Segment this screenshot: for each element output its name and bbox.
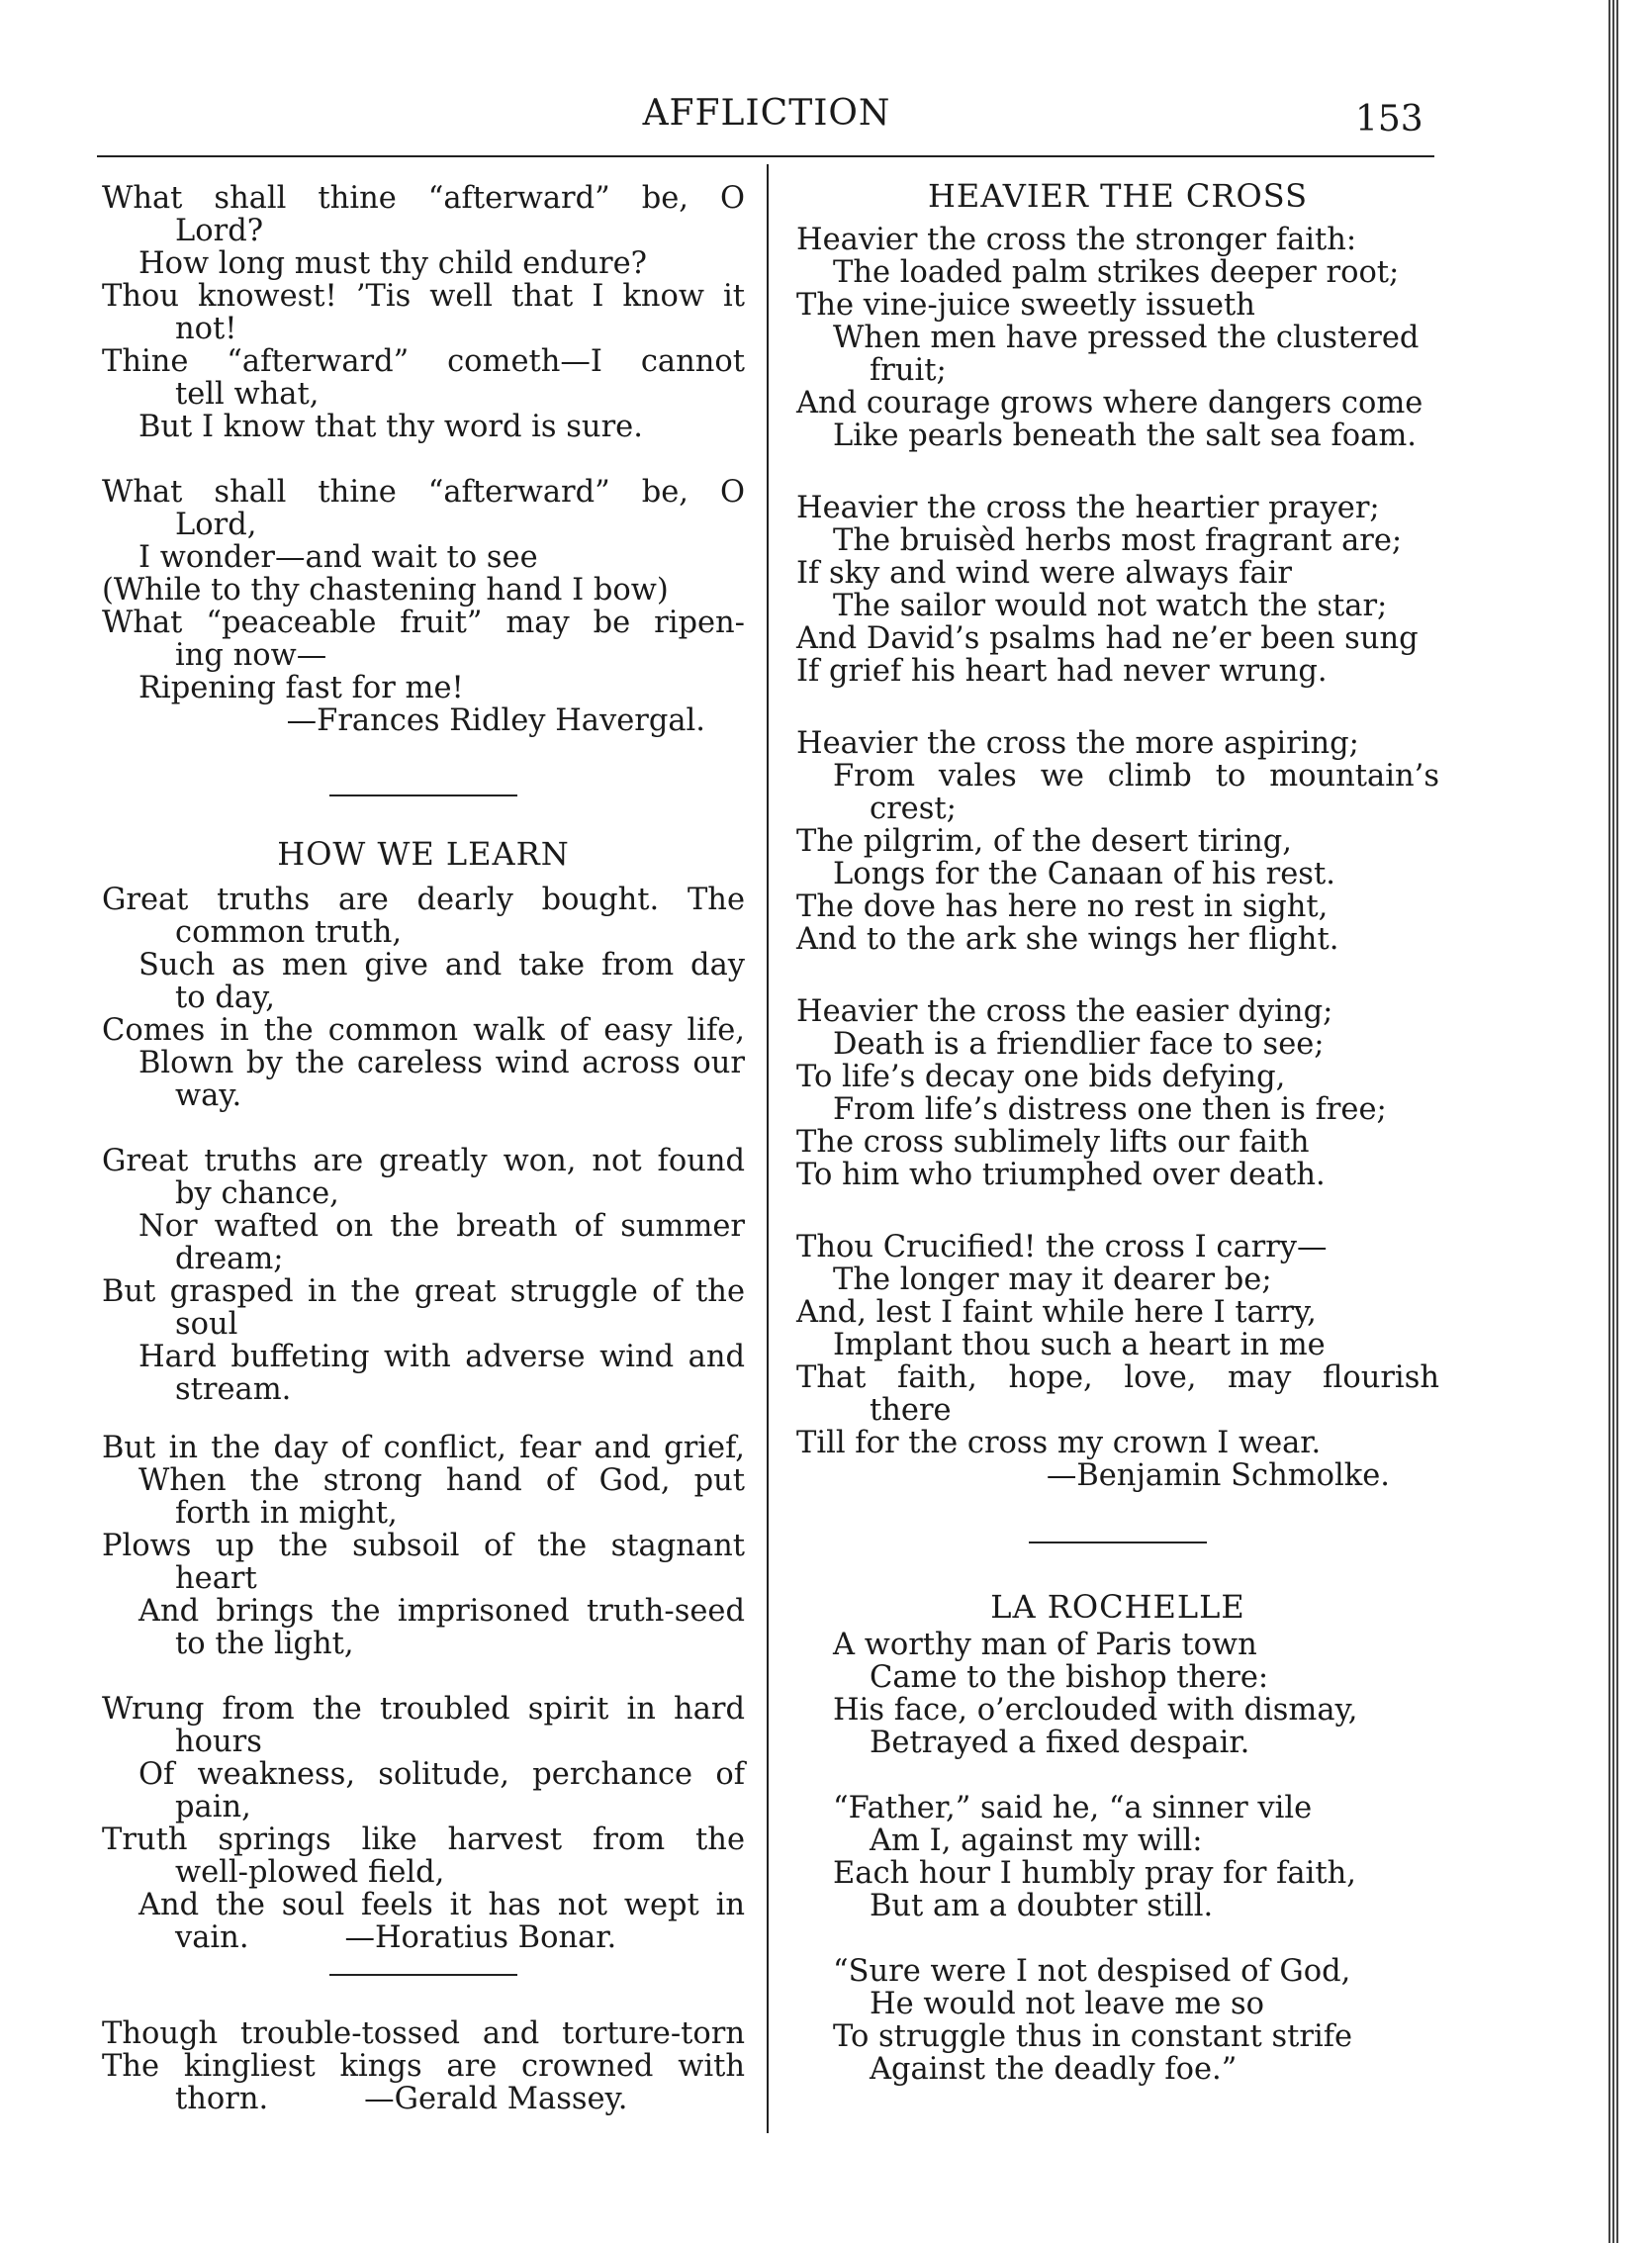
verse-line: Heavier the cross the easier dying; xyxy=(796,994,1333,1029)
verse-line: Thou knowest! ’Tis well that I know it xyxy=(102,279,745,314)
verse-line: But am a doubter still. xyxy=(870,1889,1214,1923)
verse-line: Nor wafted on the breath of summer xyxy=(138,1209,745,1244)
page-title: AFFLICTION xyxy=(642,93,891,134)
verse-line: Came to the bishop there: xyxy=(870,1660,1269,1695)
verse-line: forth in might, xyxy=(175,1496,398,1531)
verse-line: And to the ark she wings her flight. xyxy=(796,922,1339,957)
verse-line: The longer may it dearer be; xyxy=(833,1262,1272,1297)
verse-line: Heavier the cross the more aspiring; xyxy=(796,726,1359,761)
verse-line: The cross sublimely lifts our faith xyxy=(796,1125,1310,1160)
verse-line: Am I, against my will: xyxy=(870,1823,1203,1858)
verse-line: Such as men give and take from day xyxy=(138,948,745,982)
poem-title: HOW WE LEARN xyxy=(277,835,570,873)
verse-line: The bruisèd herbs most fragrant are; xyxy=(833,523,1403,558)
poem-title: LA ROCHELLE xyxy=(990,1588,1245,1626)
header-rule xyxy=(97,155,1434,157)
verse-line: to day, xyxy=(175,981,275,1015)
verse-line: Great truths are greatly won, not found xyxy=(102,1144,745,1178)
poem-attribution: —Frances Ridley Havergal. xyxy=(286,703,705,738)
left-column xyxy=(102,182,745,2115)
verse-line: Like pearls beneath the salt sea foam. xyxy=(833,419,1417,453)
poem-how-we-learn xyxy=(102,834,745,1954)
verse-line: “Sure were I not despised of God, xyxy=(833,1954,1351,1989)
verse-line: Each hour I humbly pray for faith, xyxy=(833,1856,1356,1891)
verse-line: How long must thy child endure? xyxy=(138,246,648,281)
verse-line: hours xyxy=(175,1725,262,1759)
poem-title: HEAVIER THE CROSS xyxy=(927,177,1309,215)
verse-line: The dove has here no rest in sight, xyxy=(796,889,1329,924)
verse-line: Thine “afterward” cometh—I cannot xyxy=(102,344,745,379)
verse-line: Comes in the common walk of easy life, xyxy=(102,1013,745,1048)
poem-heavier-the-cross xyxy=(796,176,1439,1492)
verse-line: If grief his heart had never wrung. xyxy=(796,654,1328,689)
verse-line: Heavier the cross the stronger faith: xyxy=(796,223,1357,257)
verse-line: From vales we climb to mountain’s xyxy=(833,759,1439,794)
poem-attribution: —Benjamin Schmolke. xyxy=(1046,1458,1390,1493)
verse-line: To struggle thus in constant strife xyxy=(833,2019,1353,2054)
poem-afterward xyxy=(102,182,745,737)
verse-line: “Father,” said he, “a sinner vile xyxy=(833,1791,1313,1825)
verse-line: Death is a friendlier face to see; xyxy=(833,1027,1325,1062)
verse-line: A worthy man of Paris town xyxy=(833,1628,1257,1662)
verse-line: When men have pressed the clustered xyxy=(833,321,1420,355)
verse-line: Against the deadly foe.” xyxy=(870,2052,1238,2087)
verse-line: well-plowed field, xyxy=(175,1855,445,1890)
verse-line: Plows up the subsoil of the stagnant xyxy=(102,1529,745,1563)
verse-line: He would not leave me so xyxy=(870,1987,1265,2021)
verse-line: And the soul feels it has not wept in xyxy=(138,1888,745,1922)
verse-line: Lord, xyxy=(175,508,257,542)
page-number: 153 xyxy=(1355,99,1423,140)
verse-line: What shall thine “afterward” be, O xyxy=(102,181,745,216)
verse-line: to the light, xyxy=(175,1627,354,1661)
verse-line: Of weakness, solitude, perchance of xyxy=(138,1757,745,1792)
verse-line: Implant thou such a heart in me xyxy=(833,1328,1326,1362)
verse-line: vain. —Horatius Bonar. xyxy=(175,1920,617,1955)
verse-line: way. xyxy=(175,1078,242,1113)
verse-line: Great truths are dearly bought. The xyxy=(102,883,745,917)
verse-line: And David’s psalms had ne’er been sung xyxy=(796,621,1419,656)
verse-line: The pilgrim, of the desert tiring, xyxy=(796,824,1292,859)
poem-la-rochelle xyxy=(796,1587,1439,2086)
verse-line: The vine-juice sweetly issueth xyxy=(796,288,1255,323)
column-divider xyxy=(767,164,769,2133)
verse-line: The loaded palm strikes deeper root; xyxy=(833,255,1400,290)
verse-line: And brings the imprisoned truth-seed xyxy=(138,1594,745,1629)
verse-line: (While to thy chastening hand I bow) xyxy=(102,573,669,607)
verse-line: Ripening fast for me! xyxy=(138,671,464,705)
verse-line: And, lest I faint while here I tarry, xyxy=(796,1295,1317,1330)
verse-line: To life’s decay one bids defying, xyxy=(796,1060,1286,1094)
verse-line: From life’s distress one then is free; xyxy=(833,1092,1387,1127)
right-column xyxy=(796,177,1439,2087)
verse-line: dream; xyxy=(175,1242,284,1276)
verse-line: Heavier the cross the heartier prayer; xyxy=(796,491,1380,525)
verse-line: Hard buffeting with adverse wind and xyxy=(138,1340,745,1374)
verse-line: heart xyxy=(175,1561,257,1596)
verse-line: stream. xyxy=(175,1372,292,1407)
verse-line: Thou Crucified! the cross I carry— xyxy=(796,1230,1328,1264)
verse-line: pain, xyxy=(175,1790,251,1824)
verse-line: Truth springs like harvest from the xyxy=(102,1822,745,1857)
verse-line: thorn. —Gerald Massey. xyxy=(175,2082,628,2116)
verse-line: I wonder—and wait to see xyxy=(138,540,538,575)
verse-line: soul xyxy=(175,1307,238,1342)
verse-line: Till for the cross my crown I wear. xyxy=(796,1426,1322,1460)
verse-line: there xyxy=(870,1393,952,1428)
verse-line: His face, o’erclouded with dismay, xyxy=(833,1693,1358,1728)
verse-line: If sky and wind were always fair xyxy=(796,556,1292,591)
page-edge xyxy=(1608,0,1620,2243)
verse-line: When the strong hand of God, put xyxy=(138,1463,745,1498)
verse-line: But in the day of conflict, fear and grief, xyxy=(102,1431,745,1465)
verse-line: common truth, xyxy=(175,915,403,950)
verse-line: Betrayed a fixed despair. xyxy=(870,1726,1250,1760)
verse-line: by chance, xyxy=(175,1176,339,1211)
verse-line: not! xyxy=(175,312,237,346)
verse-line: crest; xyxy=(870,792,957,826)
verse-line: But grasped in the great struggle of the xyxy=(102,1274,745,1309)
verse-line: To him who triumphed over death. xyxy=(796,1158,1326,1192)
verse-line: The kingliest kings are crowned with xyxy=(102,2049,745,2084)
verse-line: Blown by the careless wind across our xyxy=(138,1046,745,1080)
verse-line: Longs for the Canaan of his rest. xyxy=(833,857,1335,891)
verse-line: And courage grows where dangers come xyxy=(796,386,1423,421)
verse-line: tell what, xyxy=(175,377,320,412)
verse-line: That faith, hope, love, may flourish xyxy=(796,1360,1439,1395)
verse-line: The sailor would not watch the star; xyxy=(833,589,1388,623)
verse-line: Wrung from the troubled spirit in hard xyxy=(102,1692,745,1727)
verse-line: What “peaceable fruit” may be ripen- xyxy=(102,606,745,640)
verse-line: Though trouble-tossed and torture-torn xyxy=(102,2016,745,2051)
verse-line: ing now— xyxy=(175,638,327,673)
verse-line: fruit; xyxy=(870,353,947,388)
verse-line: What shall thine “afterward” be, O xyxy=(102,475,745,510)
verse-line: But I know that thy word is sure. xyxy=(138,410,643,444)
verse-line: Lord? xyxy=(175,214,264,248)
poem-massey xyxy=(102,2017,745,2115)
